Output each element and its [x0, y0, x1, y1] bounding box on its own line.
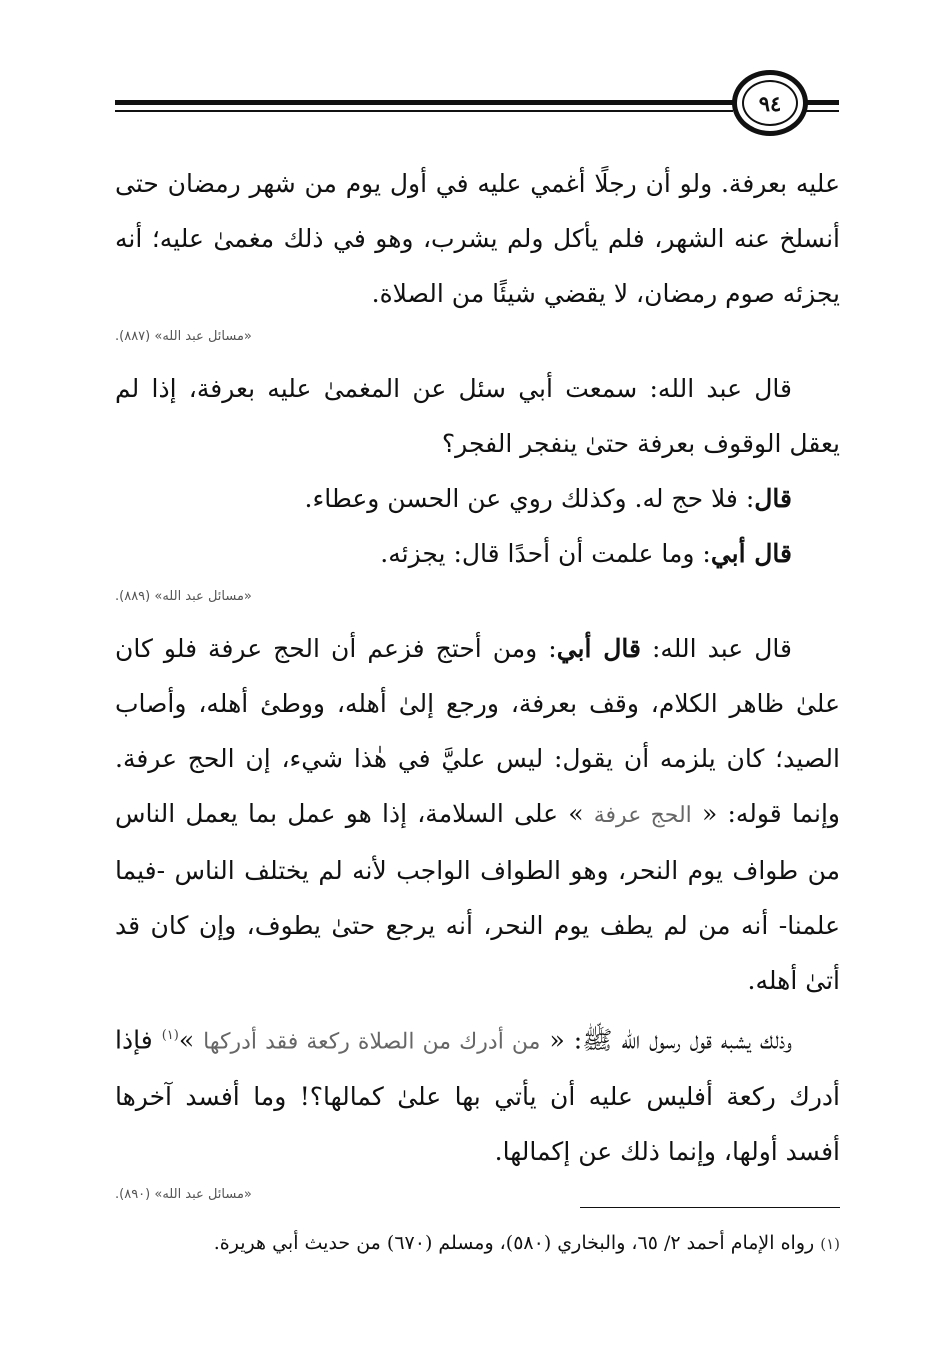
source-citation-1: «مسائل عبد الله» (٨٨٧). [115, 329, 252, 344]
page-number-badge [732, 70, 808, 136]
father-text: : وما علمت أن أحدًا قال: يجزئه. [380, 539, 711, 568]
qal-abi-label: قال أبي [710, 539, 792, 568]
paragraph-2-father [115, 526, 840, 581]
paragraph-3-text-a: : ومن أحتج فزعم أن الحج عرفة فلو كان علىٰ ظاهر الكلام، وقف بعرفة، ورجع إلىٰ أهله، ووطئ أهله، وأصاب الصيد؛ كان يلزمه أن يقول: ليس عليَّ في هٰذا شيء، إن الحج عرفة. وإنما قوله: « [115, 634, 840, 828]
header-rule [115, 100, 733, 105]
paragraph-4-text-c: فإذا أدرك ركعة أفليس عليه أن يأتي بها علىٰ كمالها؟! وما أفسد آخرها أفسد أولها، وإنما ذلك عن إكمالها. [115, 1025, 840, 1167]
qal-abi-label-2: قال أبي [556, 634, 641, 663]
paragraph-3 [115, 621, 840, 1008]
answer-text: : فلا حج له. وكذلك روي عن الحسن وعطاء. [304, 484, 755, 513]
qal-label: قال [754, 484, 792, 513]
header-rule-short [805, 100, 839, 105]
hadith-quote-1: الحج عرفة [593, 803, 692, 828]
paragraph-3-text-b: » على السلامة، إذا هو عمل بما يعمل الناس من طواف يوم النحر، وهو الطواف الواجب لأنه لم يختلف الناس -فيما علمنا- أنه من لم يطف يوم النحر، أنه يرجع حتىٰ يطوف، وإن كان قد أتىٰ أهله. [115, 799, 840, 995]
paragraph-4 [115, 1008, 840, 1179]
footnote [115, 1228, 840, 1259]
page-body [115, 156, 840, 1219]
hadith-quote-2: من أدرك من الصلاة ركعة فقد أدركها [203, 1029, 541, 1055]
paragraph-4-text-b: » [178, 1025, 204, 1055]
page-number: ٩٤ [742, 80, 798, 126]
footnote-text: رواه الإمام أحمد ٢/ ٦٥، والبخاري (٥٨٠)، ومسلم (٦٧٠) من حديث أبي هريرة. [213, 1232, 815, 1254]
paragraph-2: قال عبد الله: سمعت أبي سئل عن المغمىٰ عليه بعرفة، إذا لم يعقل الوقوف بعرفة حتىٰ ينفجر الفجر؟ [115, 374, 840, 458]
footnote-separator [580, 1207, 840, 1208]
footnote-number: (١) [820, 1235, 840, 1253]
header-rule-short-thin [805, 110, 839, 112]
paragraph-4-text-a: وذلك يشبه قول رسول الله ﷺ: « [540, 1025, 793, 1055]
page-header [115, 70, 839, 140]
source-citation-2: «مسائل عبد الله» (٨٨٩). [115, 589, 252, 604]
paragraph-3-prefix: قال عبد الله: [640, 634, 792, 663]
paragraph-1: عليه بعرفة. ولو أن رجلًا أغمي عليه في أول يوم من شهر رمضان حتى أنسلخ عنه الشهر، فلم يأكل ولم يشرب، وهو في ذلك مغمىٰ عليه؛ أنه يجزئه صوم رمضان، لا يقضي شيئًا من الصلاة. [115, 169, 840, 308]
footnote-reference[interactable]: (١) [161, 1028, 179, 1043]
header-rule-thin [115, 110, 733, 112]
source-citation-3: «مسائل عبد الله» (٨٩٠). [115, 1187, 252, 1203]
paragraph-2-answer [115, 471, 840, 526]
